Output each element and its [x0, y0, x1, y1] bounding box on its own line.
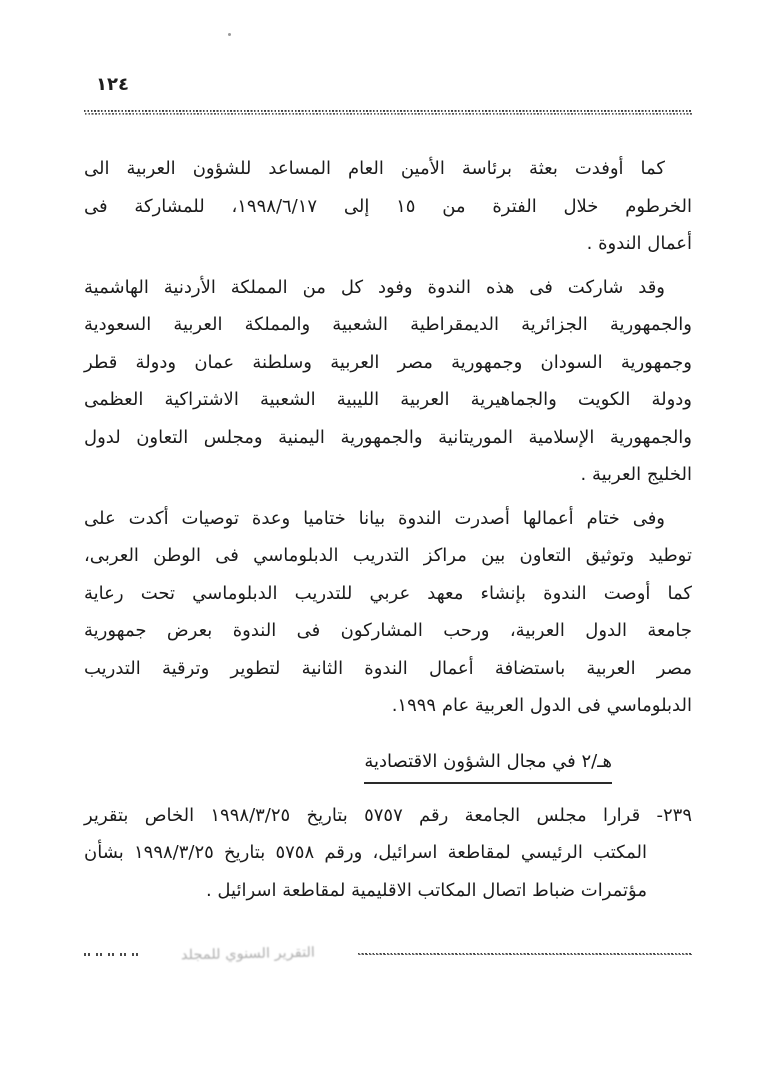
body-line: الدبلوماسي فى الدول العربية عام ١٩٩٩. [391, 695, 692, 716]
body-line: كما أوفدت بعثة برئاسة الأمين العام المساعد للشؤون العربية الى [84, 158, 665, 179]
document-body [84, 150, 692, 915]
body-line: كما أوصت الندوة بإنشاء معهد عربي للتدريب الدبلوماسي تحت رعاية [84, 582, 692, 604]
footer-ghost-text: التقرير السنوي للمجلد [180, 944, 316, 964]
body-line: وفى ختام أعمالها أصدرت الندوة بيانا ختاميا وعدة توصيات أكدت على [84, 507, 665, 529]
paragraph-3 [84, 500, 692, 725]
section-heading: هـ/٢ في مجال الشؤون الاقتصادية [364, 747, 612, 784]
item-239 [84, 797, 692, 910]
body-line: والجمهورية الجزائرية الديمقراطية الشعبية والمملكة العربية السعودية [84, 314, 692, 335]
item-line: مؤتمرات ضباط اتصال المكاتب الاقليمية لمقاطعة اسرائيل . [205, 879, 647, 901]
body-line: الخرطوم خلال الفترة من ١٥ إلى ١٩٩٨/٦/١٧، للمشاركة فى [84, 195, 692, 217]
paragraph-2 [84, 269, 692, 494]
page-number: ١٢٤ [96, 74, 129, 95]
body-line: توطيد وتوثيق التعاون بين مراكز التدريب الدبلوماسي فى الوطن العربى، [84, 545, 692, 566]
body-line: أعمال الندوة . [586, 233, 692, 254]
scan-speck [228, 33, 231, 36]
item-line: ٢٣٩- قرارا مجلس الجامعة رقم ٥٧٥٧ بتاريخ ١٩٩٨/٣/٢٥ الخاص بتقرير [84, 804, 693, 826]
body-line: جامعة الدول العربية، ورحب المشاركون فى الندوة بعرض جمهورية [84, 620, 692, 641]
footer-rule-row [84, 946, 692, 962]
body-line: ودولة الكويت والجماهيرية العربية الليبية الشعبية الاشتراكية العظمى [84, 389, 692, 410]
paragraph-1 [84, 150, 692, 263]
body-line: والجمهورية الإسلامية الموريتانية والجمهورية اليمنية ومجلس التعاون لدول [84, 426, 692, 448]
body-line: مصر العربية باستضافة أعمال الندوة الثانية لتطوير وترقية التدريب [84, 657, 692, 679]
footer-dotted-rule [358, 953, 692, 956]
footer-dash-segment [84, 953, 138, 956]
item-line: المكتب الرئيسي لمقاطعة اسرائيل، ورقم ٥٧٥٨ بتاريخ ١٩٩٨/٣/٢٥ بشأن [84, 842, 647, 863]
body-line: وجمهورية السودان وجمهورية مصر العربية وسلطنة عمان ودولة قطر [84, 351, 692, 373]
section-heading-row [84, 747, 692, 784]
body-line: الخليج العربية . [580, 464, 692, 485]
header-dotted-rule [84, 110, 692, 115]
body-line: وقد شاركت فى هذه الندوة وفود كل من المملكة الأردنية الهاشمية [84, 276, 665, 298]
